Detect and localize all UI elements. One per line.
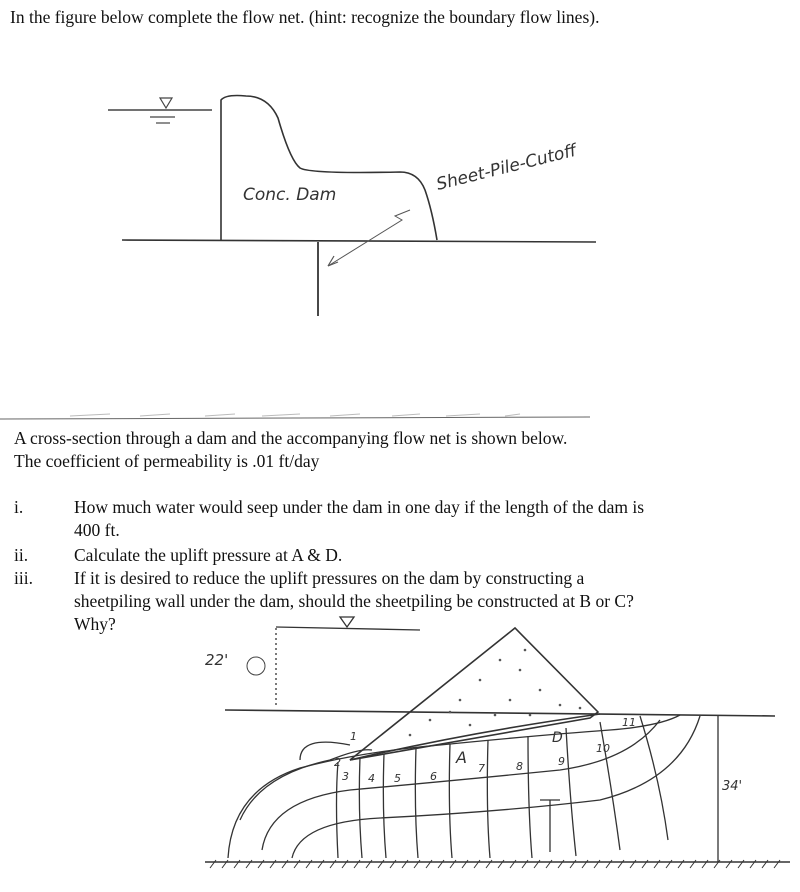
cell-number-3: 3 [342, 770, 349, 783]
divider-line [0, 417, 590, 419]
equipotential-2 [359, 758, 362, 858]
depth-label: 34' [722, 779, 743, 794]
faint-marks [70, 414, 520, 416]
cell-number-6: 6 [430, 770, 437, 783]
question-1-number: i. [14, 497, 24, 517]
ground-line [225, 710, 775, 716]
dam-body [350, 628, 598, 760]
base-hatching [210, 860, 780, 868]
equipotential-8 [566, 728, 576, 856]
cell-number-10: 10 [596, 742, 610, 755]
pointer-arrow [328, 210, 410, 266]
cutoff-label: Sheet-Pile-Cutoff [434, 140, 579, 195]
cell-number-2: 2 [334, 756, 341, 769]
headwater-line [276, 627, 420, 630]
equipotential-1 [337, 762, 339, 858]
problem1-prompt: In the figure below complete the flow net. (hint: recognize the boundary flow lines). [10, 7, 600, 27]
cell-number-1: 1 [350, 730, 357, 743]
equipotential-10 [640, 716, 668, 840]
equipotential-5 [449, 744, 452, 858]
cell-number-8: 8 [516, 760, 523, 773]
flow-line-4 [292, 716, 700, 858]
circled-mark-icon [247, 657, 265, 675]
question-3-line-1: If it is desired to reduce the uplift pressures on the dam by constructing a [74, 568, 585, 588]
water-level-marker-icon [340, 617, 354, 627]
question-3-number: iii. [14, 568, 33, 588]
equipotential-9 [600, 722, 620, 850]
cell-number-5: 5 [394, 772, 401, 785]
question-1-line-2: 400 ft. [74, 520, 120, 540]
question-1-line-1: How much water would seep under the dam in one day if the length of the dam is [74, 497, 645, 517]
intro-line-2: The coefficient of permeability is .01 ft/day [14, 451, 320, 471]
cell-number-11: 11 [622, 716, 636, 729]
flow-line-1b [300, 742, 350, 760]
equipotential-3 [383, 754, 386, 858]
flow-line-1 [240, 750, 372, 820]
dam-label: Conc. Dam [243, 185, 337, 205]
flow-line-2 [228, 715, 680, 858]
cell-number-9: 9 [558, 755, 565, 768]
intro-line-1: A cross-section through a dam and the accompanying flow net is shown below. [14, 428, 568, 448]
ground-line [122, 240, 596, 242]
dam-base [350, 714, 600, 760]
concrete-dam-outline [221, 96, 437, 241]
concrete-texture [409, 649, 582, 737]
cell-number-7: 7 [478, 762, 485, 775]
cell-number-4: 4 [368, 772, 375, 785]
question-3-line-2: sheetpiling wall under the dam, should the sheetpiling be constructed at B or C? [74, 591, 634, 611]
equipotential-4 [415, 748, 418, 858]
point-d-label: D [552, 730, 563, 746]
equipotential-7 [528, 736, 532, 858]
question-3-line-3: Why? [74, 614, 116, 634]
equipotential-6 [487, 740, 490, 858]
question-2-line-1: Calculate the uplift pressure at A & D. [74, 545, 343, 565]
point-a-label: A [456, 748, 467, 767]
question-2-number: ii. [14, 545, 29, 565]
flow-line-3 [262, 720, 660, 850]
head-label: 22' [205, 651, 229, 669]
dam-sketch [0, 0, 800, 430]
